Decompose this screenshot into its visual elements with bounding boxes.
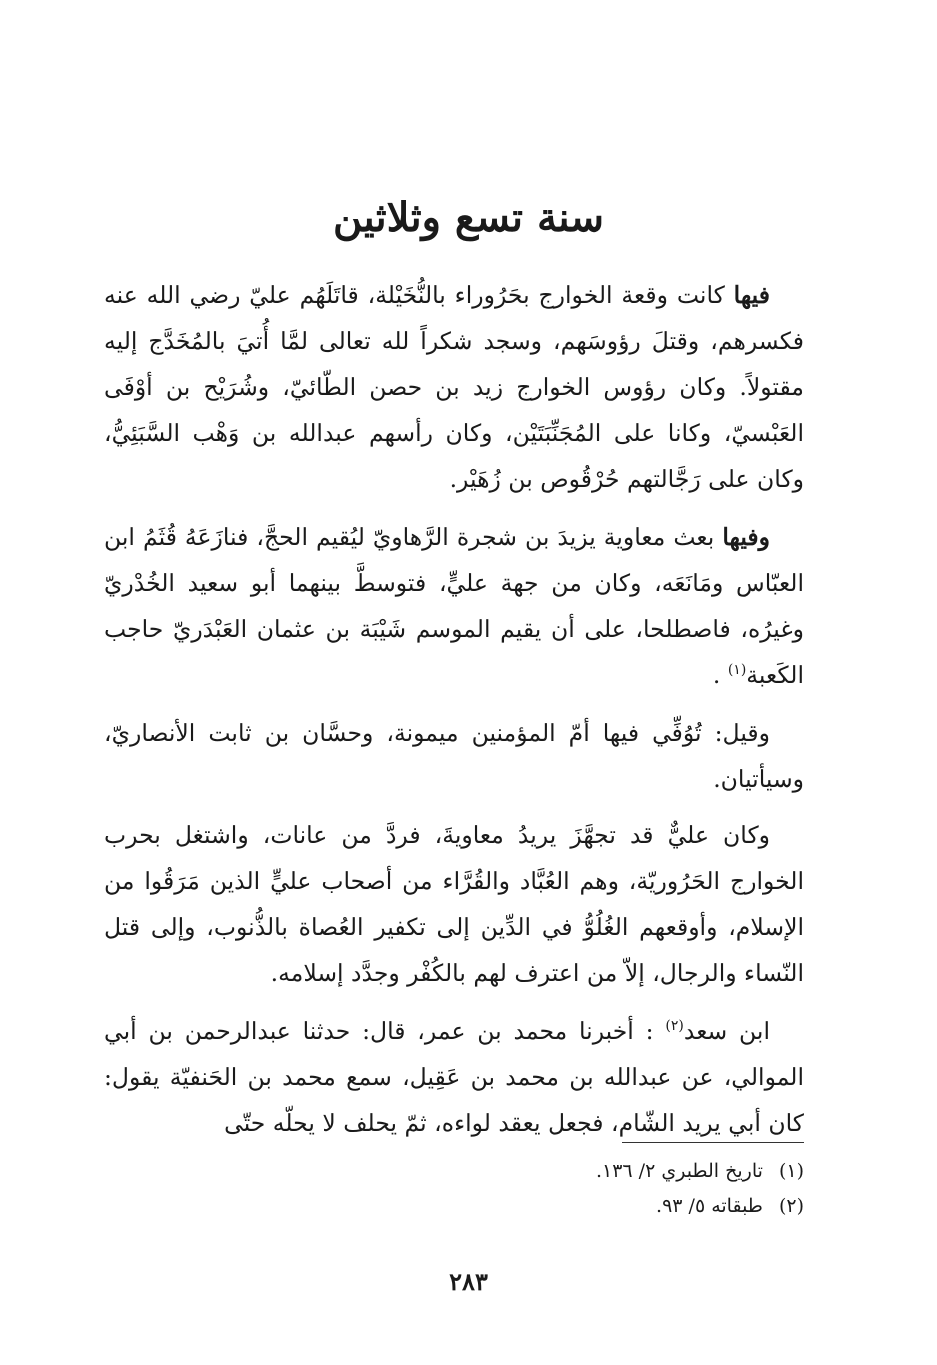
footnote-divider: [622, 1142, 804, 1143]
paragraph-text: بعث معاوية يزيدَ بن شجرة الرَّهاويّ ليُقيم الحجَّ، فنازَعَهُ قُثَمُ ابن العبّاس ومَانَعَه، وكان من جهة عليٍّ، فتوسطَّ بينهما أبو سعيد الخُدْريّ وغيرُه، فاصطلحا، على أن يقيم الموسم شَيْبَة بن عثمان العَبْدَريّ حاجب الكَعبة: [104, 523, 804, 689]
page-number: ٢٨٣: [449, 1267, 488, 1296]
paragraph-tail: : أخبرنا محمد بن عمر، قال: حدثنا عبدالرحمن بن أبي الموالي، عن عبدالله بن محمد بن عَقِيل، سمع محمد بن الحَنفيّة يقول: كان أبي يريد الشّام، فجعل يعقد لواءه، ثمّ يحلف لا يحلّه حتّى: [104, 1017, 804, 1137]
footnote-1: [104, 1154, 804, 1189]
body-text: [104, 272, 804, 1158]
footnote-text: تاريخ الطبري ٢/ ١٣٦.: [595, 1160, 763, 1182]
footnotes: [104, 1154, 804, 1224]
paragraph-kharijites: [104, 812, 804, 996]
paragraph-battle-nahrawan: [104, 272, 804, 502]
paragraph-tail: .: [712, 661, 728, 689]
paragraph-deaths: [104, 710, 804, 802]
paragraph-text: وكان عليٌّ قد تجهَّزَ يريدُ معاويةَ، فردَّ من عانات، واشتغل بحرب الخوارج الحَرُوريّة، وهم العُبَّاد والقُرَّاء من أصحاب عليٍّ الذين مَرَقُوا من الإسلام، وأوقعهم الغُلُوُّ في الدِّين إلى تكفير العُصاة بالذُّنوب، وإلى قتل النّساء والرجال، إلاّ من اعترف لهم بالكُفْر وجدَّد إسلامه.: [104, 821, 804, 987]
footnote-number: (١): [778, 1160, 804, 1182]
footnote-2: [104, 1189, 804, 1224]
paragraph-text: ابن سعد: [683, 1017, 770, 1045]
footnote-number: (٢): [778, 1195, 804, 1217]
paragraph-lead-word: وفيها: [722, 523, 770, 551]
footnote-text: طبقاته ٥/ ٩٣.: [656, 1195, 763, 1217]
paragraph-ibn-saad: [104, 1008, 804, 1146]
paragraph-hajj-dispute: [104, 514, 804, 698]
footnote-ref-1[interactable]: (١): [727, 662, 747, 679]
footnote-ref-2[interactable]: (٢): [665, 1018, 684, 1035]
paragraph-text: وقيل: تُوُفِّي فيها أمّ المؤمنين ميمونة، وحسَّان بن ثابت الأنصاريّ، وسيأتيان.: [104, 719, 804, 793]
paragraph-lead-word: فيها: [733, 281, 770, 309]
paragraph-text: كانت وقعة الخوارج بحَرُوراء بالنُّخَيْلة، قاتَلَهُم عليّ رضي الله عنه فكسرهم، وقتلَ رؤوسَهم، وسجد شكراً لله تعالى لمَّا أُتيَ بالمُخَدَّج إليه مقتولاً. وكان رؤوس الخوارج زيد بن حصن الطّائيّ، وشُرَيْح بن أوْفَى العَبْسيّ، وكانا على المُجَنِّبَتَيْن، وكان رأسهم عبدالله بن وَهْب السَّبَئِيُّ، وكان على رَجَّالتهم حُرْقُوص بن زُهَيْر.: [104, 281, 804, 493]
chapter-title: سنة تسع وثلاثين: [333, 194, 604, 241]
